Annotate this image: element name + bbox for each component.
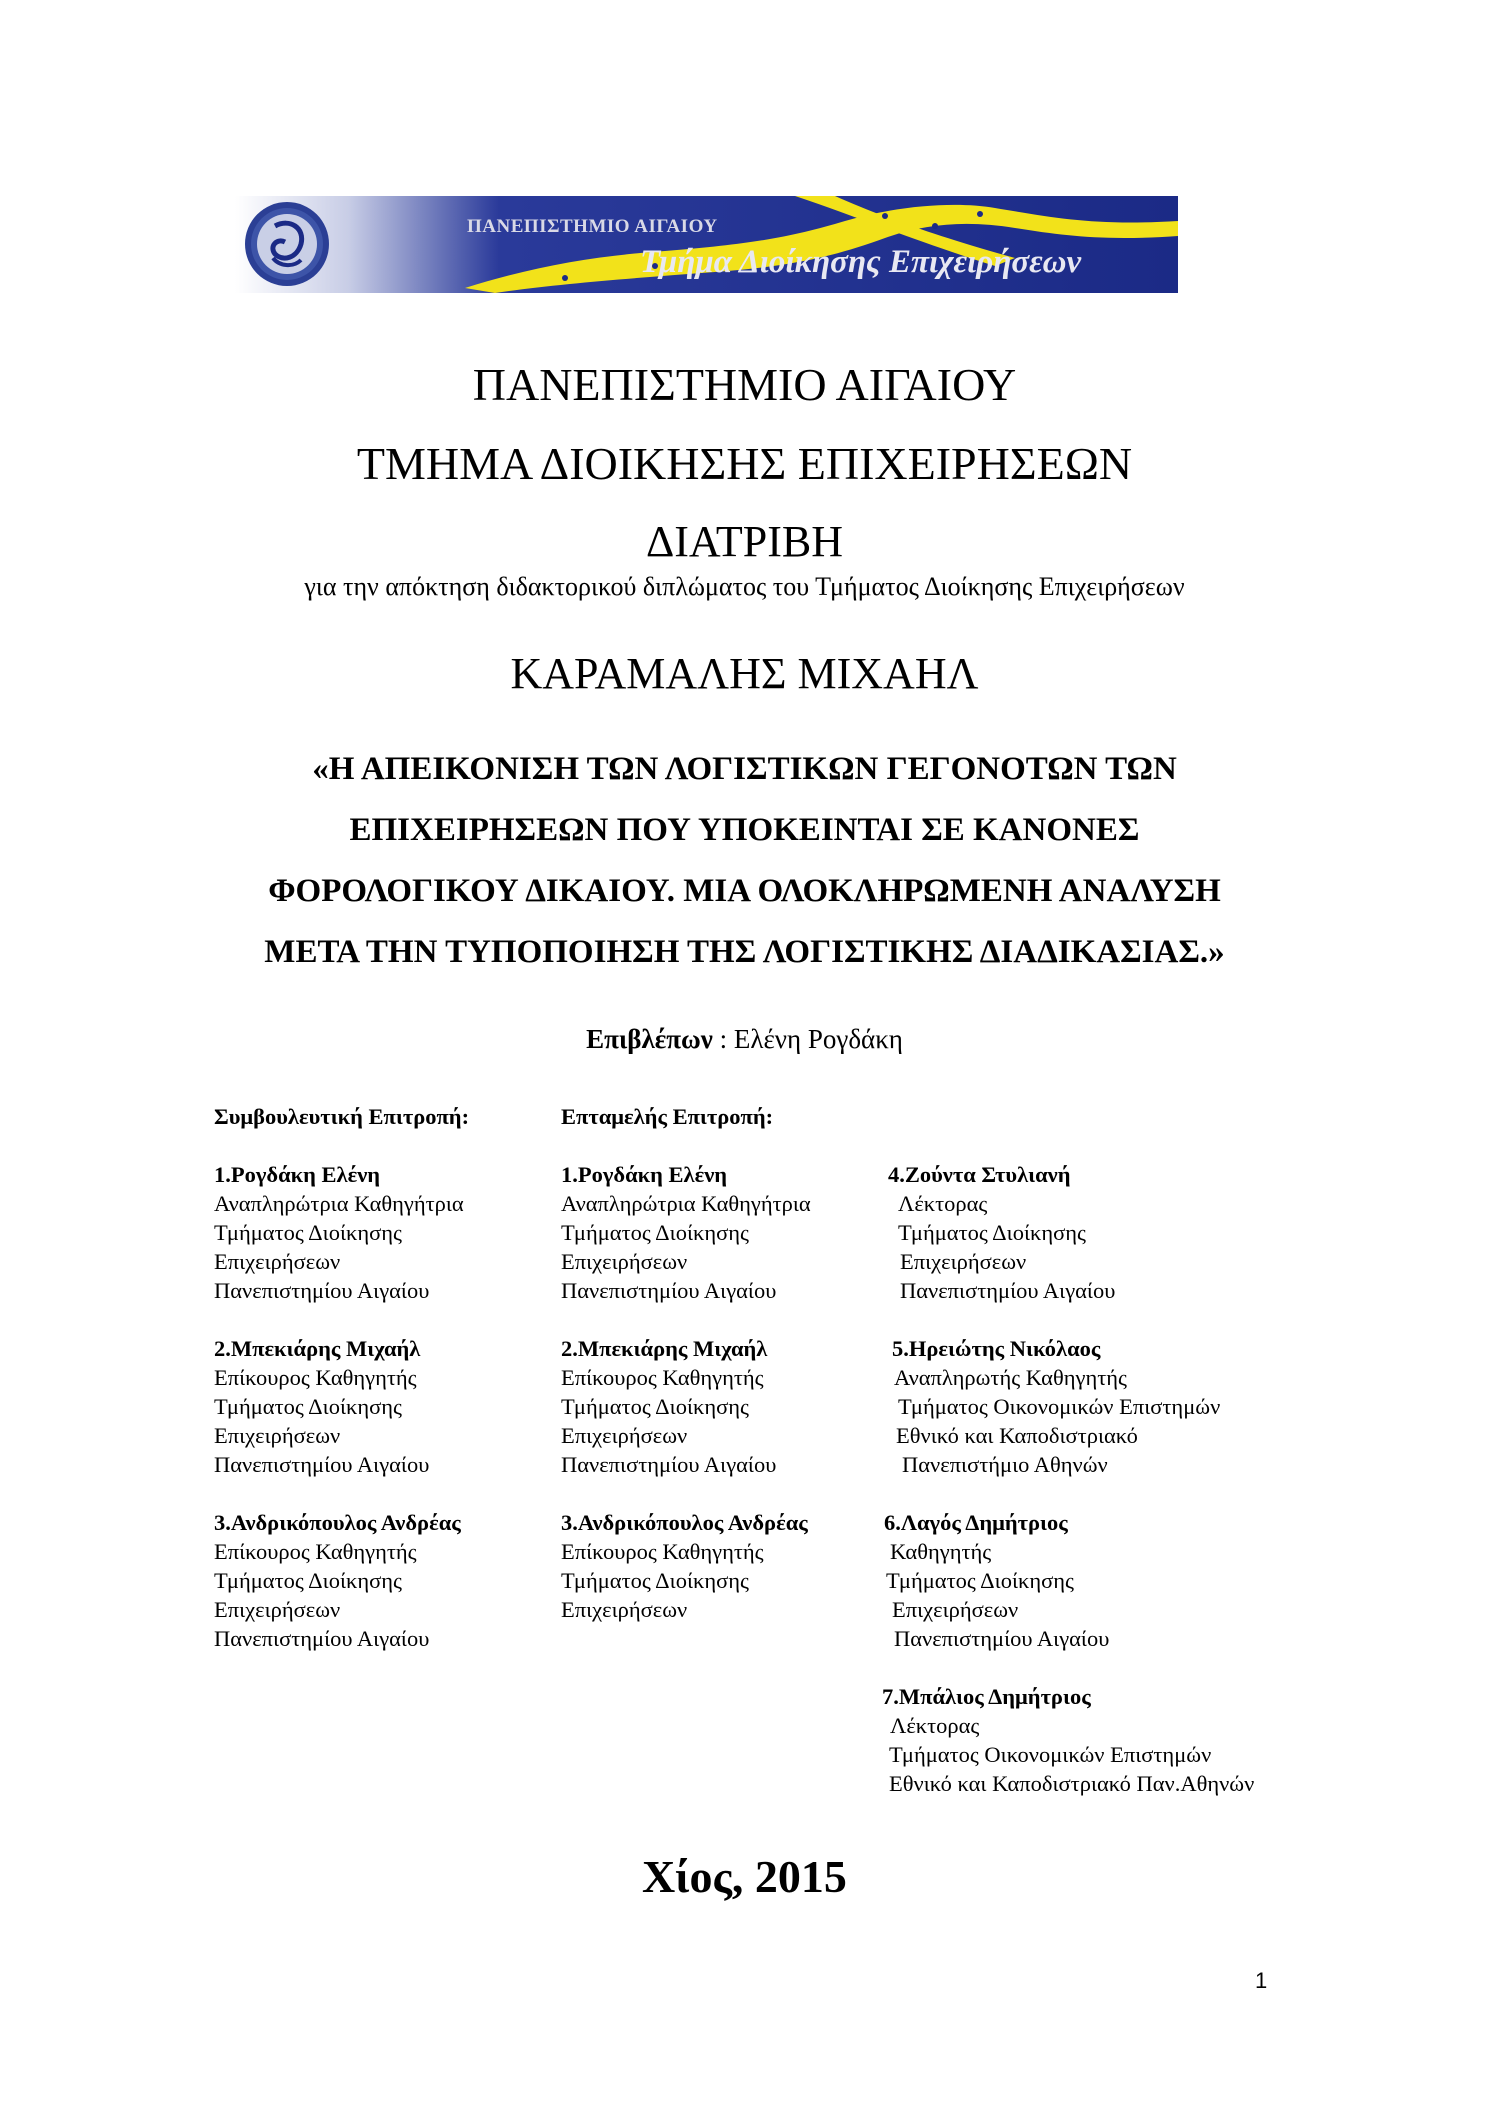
member-line: Πανεπιστημίου Αιγαίου bbox=[214, 1626, 430, 1651]
member-line: Τμήματος Διοίκησης bbox=[561, 1220, 749, 1245]
heading-department: ΤΜΗΜΑ ΔΙΟΙΚΗΣΗΣ ΕΠΙΧΕΙΡΗΣΕΩΝ bbox=[356, 438, 1133, 489]
supervisor-line bbox=[0, 1024, 1489, 1055]
member-name: 1.Ρογδάκη Ελένη bbox=[561, 1162, 728, 1187]
member-line: Πανεπιστημίου Αιγαίου bbox=[900, 1278, 1116, 1303]
member-line: Επιχειρήσεων bbox=[561, 1423, 688, 1448]
member-line: Τμήματος Οικονομικών Επιστημών bbox=[889, 1742, 1212, 1767]
member-line: Αναπληρωτής Καθηγητής bbox=[894, 1365, 1127, 1390]
member-line: Πανεπιστημίου Αιγαίου bbox=[894, 1626, 1110, 1651]
banner-department-text: Τμήμα Διοίκησης Επιχειρήσεων bbox=[640, 244, 1082, 280]
university-banner bbox=[235, 196, 1178, 293]
advisory-committee bbox=[214, 1102, 469, 1653]
member-line: Αναπληρώτρια Καθηγήτρια bbox=[561, 1191, 811, 1216]
member-line: Τμήματος Διοίκησης bbox=[214, 1394, 402, 1419]
member-name: 7.Μπάλιος Δημήτριος bbox=[882, 1684, 1091, 1709]
member-line: Αναπληρώτρια Καθηγήτρια bbox=[214, 1191, 464, 1216]
member-line: Τμήματος Διοίκησης bbox=[561, 1394, 749, 1419]
member-line: Τμήματος Διοίκησης bbox=[561, 1568, 749, 1593]
supervisor-separator: : bbox=[712, 1024, 734, 1054]
member-line: Επιχειρήσεων bbox=[892, 1597, 1019, 1622]
member-name: 4.Ζούντα Στυλιανή bbox=[888, 1162, 1071, 1187]
heading-university: ΠΑΝΕΠΙΣΤΗΜΙΟ ΑΙΓΑΙΟΥ bbox=[472, 359, 1017, 410]
member-line: Επίκουρος Καθηγητής bbox=[561, 1365, 764, 1390]
place-date: Χίος, 2015 bbox=[642, 1851, 847, 1902]
member-line: Τμήματος Διοίκησης bbox=[214, 1220, 402, 1245]
member-line: Επίκουρος Καθηγητής bbox=[214, 1539, 417, 1564]
member-name: 5.Ηρειώτης Νικόλαος bbox=[892, 1336, 1101, 1361]
member-line: Λέκτορας bbox=[898, 1191, 988, 1216]
member-line: Λέκτορας bbox=[890, 1713, 980, 1738]
member-name: 3.Ανδρικόπουλος Ανδρέας bbox=[214, 1510, 461, 1535]
examination-committee-heading: Επταμελής Επιτροπή: bbox=[561, 1104, 774, 1129]
member-line: Επίκουρος Καθηγητής bbox=[214, 1365, 417, 1390]
thesis-title-line-3: ΦΟΡΟΛΟΓΙΚΟΥ ΔΙΚΑΙΟΥ. ΜΙΑ ΟΛΟΚΛΗΡΩΜΕΝΗ ΑΝΑΛΥΣΗ bbox=[268, 873, 1221, 909]
member-line: Πανεπιστημίου Αιγαίου bbox=[561, 1452, 777, 1477]
member-line: Πανεπιστημίου Αιγαίου bbox=[561, 1278, 777, 1303]
supervisor-label: Επιβλέπων bbox=[586, 1024, 713, 1054]
member-line: Τμήματος Οικονομικών Επιστημών bbox=[898, 1394, 1221, 1419]
member-line: Επιχειρήσεων bbox=[214, 1423, 341, 1448]
heading-purpose: για την απόκτηση διδακτορικού διπλώματος του Τμήματος Διοίκησης Επιχειρήσεων bbox=[304, 572, 1185, 601]
member-line: Επιχειρήσεων bbox=[900, 1249, 1027, 1274]
member-name: 3.Ανδρικόπουλος Ανδρέας bbox=[561, 1510, 808, 1535]
member-name: 2.Μπεκιάρης Μιχαήλ bbox=[214, 1336, 421, 1361]
member-line: Καθηγητής bbox=[890, 1539, 992, 1564]
author-name: ΚΑΡΑΜΑΛΗΣ ΜΙΧΑΗΛ bbox=[510, 649, 979, 698]
member-name: 6.Λαγός Δημήτριος bbox=[884, 1510, 1068, 1535]
member-line: Επίκουρος Καθηγητής bbox=[561, 1539, 764, 1564]
member-line: Εθνικό και Καποδιστριακό bbox=[896, 1423, 1138, 1448]
heading-doc-type: ΔΙΑΤΡΙΒΗ bbox=[645, 517, 843, 566]
university-seal-icon bbox=[245, 202, 329, 286]
member-line: Πανεπιστημίου Αιγαίου bbox=[214, 1278, 430, 1303]
thesis-title-line-2: ΕΠΙΧΕΙΡΗΣΕΩΝ ΠΟΥ ΥΠΟΚΕΙΝΤΑΙ ΣΕ ΚΑΝΟΝΕΣ bbox=[349, 812, 1140, 848]
thesis-title-line-4: ΜΕΤΑ ΤΗΝ ΤΥΠΟΠΟΙΗΣΗ ΤΗΣ ΛΟΓΙΣΤΙΚΗΣ ΔΙΑΔΙΚΑΣΙΑΣ.» bbox=[264, 934, 1225, 970]
member-line: Επιχειρήσεων bbox=[214, 1597, 341, 1622]
member-line: Πανεπιστημίου Αιγαίου bbox=[214, 1452, 430, 1477]
examination-committee-right bbox=[882, 1160, 1255, 1798]
supervisor-name: Ελένη Ρογδάκη bbox=[733, 1024, 903, 1054]
member-line: Εθνικό και Καποδιστριακό Παν.Αθηνών bbox=[889, 1771, 1255, 1796]
member-line: Τμήματος Διοίκησης bbox=[886, 1568, 1074, 1593]
member-name: 1.Ρογδάκη Ελένη bbox=[214, 1162, 381, 1187]
thesis-title-line-1: «Η ΑΠΕΙΚΟΝΙΣΗ ΤΩΝ ΛΟΓΙΣΤΙΚΩΝ ΓΕΓΟΝΟΤΩΝ ΤΩΝ bbox=[312, 751, 1177, 787]
banner-university-text: ΠΑΝΕΠΙΣΤΗΜΙΟ ΑΙΓΑΙΟΥ bbox=[467, 216, 718, 237]
member-line: Επιχειρήσεων bbox=[214, 1249, 341, 1274]
member-line: Τμήματος Διοίκησης bbox=[214, 1568, 402, 1593]
examination-committee-left bbox=[561, 1102, 811, 1624]
member-line: Επιχειρήσεων bbox=[561, 1249, 688, 1274]
member-line: Τμήματος Διοίκησης bbox=[898, 1220, 1086, 1245]
page-number: 1 bbox=[1255, 1968, 1268, 1993]
advisory-committee-heading: Συμβουλευτική Επιτροπή: bbox=[214, 1104, 470, 1129]
member-line: Πανεπιστήμιο Αθηνών bbox=[902, 1452, 1108, 1477]
member-line: Επιχειρήσεων bbox=[561, 1597, 688, 1622]
member-name: 2.Μπεκιάρης Μιχαήλ bbox=[561, 1336, 768, 1361]
